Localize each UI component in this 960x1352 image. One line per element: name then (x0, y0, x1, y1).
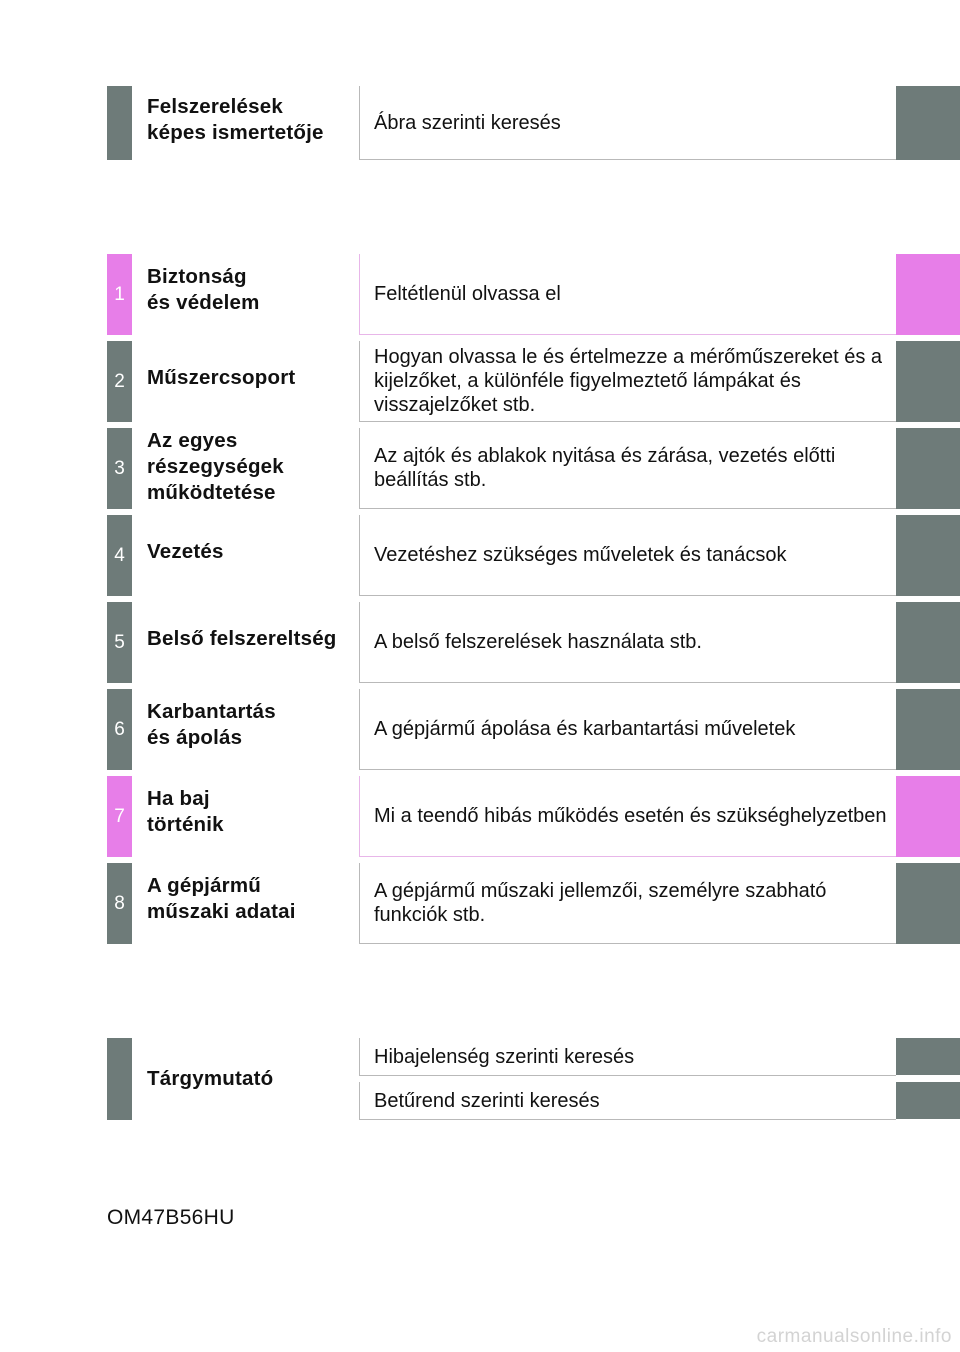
thumb-index-tab-alphabetical[interactable] (896, 1082, 960, 1119)
manual-code: OM47B56HU (107, 1206, 235, 1229)
index-title: Tárgymutató (147, 1067, 274, 1090)
chapter-description: A gépjármű ápolása és karbantartási műveletek (359, 689, 896, 770)
chapter-title: Belső felszereltség (147, 627, 337, 650)
chapter-title: A gépjármű műszaki adatai (147, 874, 296, 923)
chapter-description: Ábra szerinti keresés (359, 86, 896, 160)
chapter-number: 5 (107, 602, 132, 683)
chapter-title: Karbantartás és ápolás (147, 700, 276, 749)
chapter-number: 4 (107, 515, 132, 596)
chapter-description: Vezetéshez szükséges műveletek és tanácsok (359, 515, 896, 596)
thumb-index-tab[interactable] (896, 254, 960, 335)
chapter-description: A gépjármű műszaki jellemzői, személyre szabható funkciók stb. (359, 863, 896, 944)
chapter-description: Hogyan olvassa le és értelmezze a mérőműszereket és a kijelzőket, a különféle figyelmeztető lámpákat és visszajelzőket stb. (359, 341, 896, 422)
thumb-index-tab[interactable] (896, 863, 960, 944)
chapter-title: Felszerelések képes ismertetője (147, 95, 324, 144)
chapter-row-2[interactable] (107, 341, 960, 422)
chapter-number: 3 (107, 428, 132, 509)
chapter-row-overview[interactable] (107, 86, 960, 160)
chapter-row-4[interactable] (107, 515, 960, 596)
watermark: carmanualsonline.info (756, 1326, 952, 1347)
index-row (107, 1038, 960, 1120)
chapter-number-tab (107, 86, 132, 160)
chapter-title: Az egyes részegységek működtetése (147, 429, 284, 504)
chapter-title: Műszercsoport (147, 366, 296, 389)
chapter-number: 2 (107, 341, 132, 422)
chapter-description: Az ajtók és ablakok nyitása és zárása, vezetés előtti beállítás stb. (359, 428, 896, 509)
chapter-number: 1 (107, 254, 132, 335)
index-side-tab (107, 1038, 132, 1120)
thumb-index-tab[interactable] (896, 428, 960, 509)
thumb-index-tab[interactable] (896, 602, 960, 683)
chapter-title: Biztonság és védelem (147, 265, 260, 314)
thumb-index-tab[interactable] (896, 689, 960, 770)
chapter-title: Vezetés (147, 540, 224, 563)
chapter-description: A belső felszerelések használata stb. (359, 602, 896, 683)
chapter-row-7[interactable] (107, 776, 960, 857)
thumb-index-tab[interactable] (896, 341, 960, 422)
chapter-description: Feltétlenül olvassa el (359, 254, 896, 335)
chapter-row-5[interactable] (107, 602, 960, 683)
chapter-number: 7 (107, 776, 132, 857)
chapter-row-6[interactable] (107, 689, 960, 770)
index-item-by-symptom[interactable]: Hibajelenség szerinti keresés (359, 1038, 896, 1076)
thumb-index-tab[interactable] (896, 776, 960, 857)
thumb-index-tab[interactable] (896, 86, 960, 160)
chapter-row-8[interactable] (107, 863, 960, 944)
thumb-index-tab-symptom[interactable] (896, 1038, 960, 1075)
chapter-title: Ha baj történik (147, 787, 224, 836)
index-item-alphabetical[interactable]: Betűrend szerinti keresés (359, 1082, 896, 1120)
chapter-number: 6 (107, 689, 132, 770)
chapter-row-1[interactable] (107, 254, 960, 335)
thumb-index-tab[interactable] (896, 515, 960, 596)
chapter-number: 8 (107, 863, 132, 944)
chapter-row-3[interactable] (107, 428, 960, 509)
chapter-description: Mi a teendő hibás működés esetén és szükséghelyzetben (359, 776, 896, 857)
